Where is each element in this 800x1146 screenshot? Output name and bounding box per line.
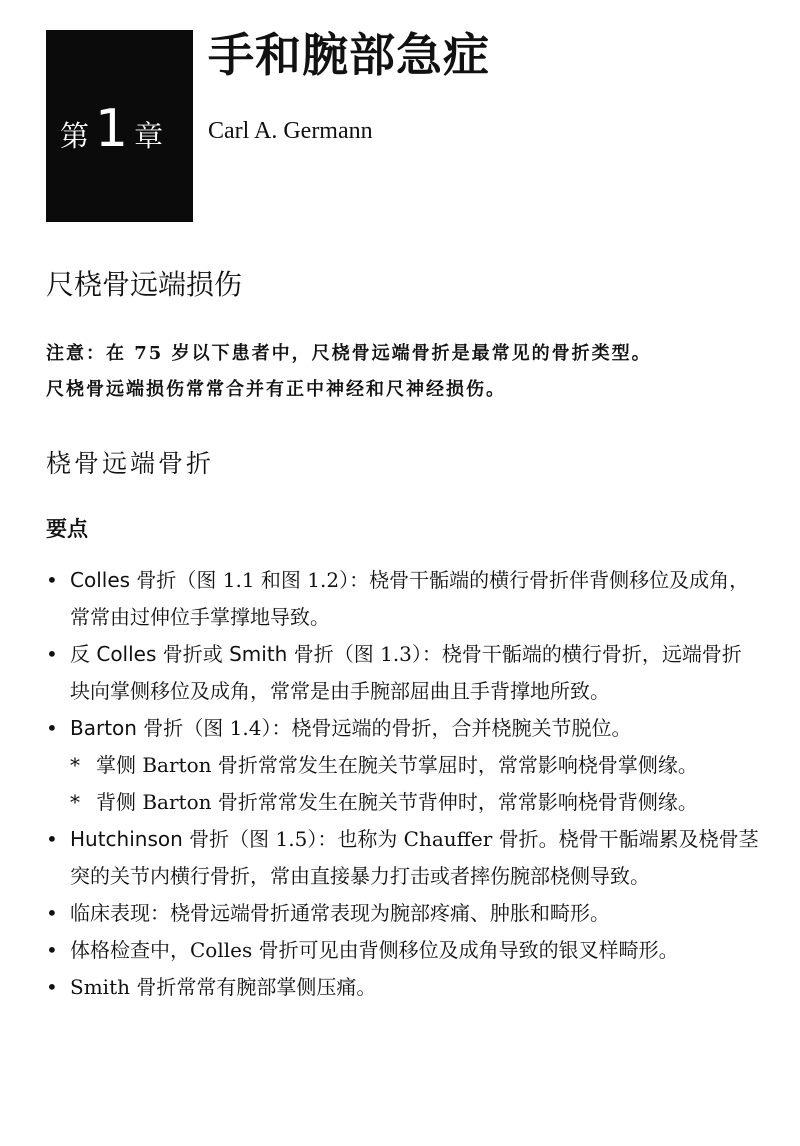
note-line: 注意：在 75 岁以下患者中，尺桡骨远端骨折是最常见的骨折类型。 xyxy=(46,343,652,364)
bullet-item xyxy=(46,895,760,932)
chapter-title: 手和腕部急症 xyxy=(208,28,490,82)
chapter-suffix: 章 xyxy=(134,119,164,153)
bullet-text: （图 1.1 和图 1.2）：桡骨干骺端的横行骨折伴背侧移位及成角，常常由过伸位手掌撑地导致。 xyxy=(70,568,750,629)
bullet-term: 反 Colles 骨折或 Smith 骨折 xyxy=(70,642,334,666)
chapter-prefix: 第 xyxy=(60,119,90,153)
bullet-item xyxy=(46,821,760,895)
bullet-text: 临床表现：桡骨远端骨折通常表现为腕部疼痛、肿胀和畸形。 xyxy=(70,901,610,925)
bullet-text: Smith 骨折常常有腕部掌侧压痛。 xyxy=(70,975,377,999)
chapter-badge xyxy=(46,30,193,222)
sub-bullet-item: * 掌侧 Barton 骨折常常发生在腕关节掌屈时，常常影响桡骨掌侧缘。 xyxy=(70,747,760,784)
chapter-label xyxy=(60,99,164,159)
bullet-text: （图 1.5）：也称为 Chauffer 骨折。桡骨干骺端累及桡骨茎突的关节内横行骨折，常由直接暴力打击或者摔伤腕部桡侧导致。 xyxy=(70,827,759,888)
bullet-term: Barton 骨折 xyxy=(70,716,184,740)
sub-list xyxy=(70,747,760,821)
author-name: Carl A. Germann xyxy=(208,118,373,144)
sub-bullet-item: * 背侧 Barton 骨折常常发生在腕关节背伸时，常常影响桡骨背侧缘。 xyxy=(70,784,760,821)
bullet-item xyxy=(46,636,760,710)
bullet-term: Colles 骨折 xyxy=(70,568,177,592)
bullet-text: 体格检查中，Colles 骨折可见由背侧移位及成角导致的银叉样畸形。 xyxy=(70,938,679,962)
note-block xyxy=(46,336,766,408)
bullet-text: （图 1.4）：桡骨远端的骨折，合并桡腕关节脱位。 xyxy=(183,716,632,740)
section-title: 尺桡骨远端损伤 xyxy=(46,268,243,301)
bullet-term: Hutchinson 骨折 xyxy=(70,827,230,851)
key-points-list xyxy=(46,562,760,1006)
subsection-title: 桡骨远端骨折 xyxy=(46,449,215,478)
bullet-item xyxy=(46,932,760,969)
bullet-text: （图 1.3）：桡骨干骺端的横行骨折，远端骨折块向掌侧移位及成角，常常是由手腕部屈曲且手背撑地所致。 xyxy=(70,642,742,703)
bullet-item xyxy=(46,562,760,636)
key-points-heading: 要点 xyxy=(46,516,88,541)
note-line: 尺桡骨远端损伤常常合并有正中神经和尺神经损伤。 xyxy=(46,379,506,400)
chapter-number: 1 xyxy=(95,99,129,159)
bullet-item xyxy=(46,710,760,821)
bullet-item xyxy=(46,969,760,1006)
